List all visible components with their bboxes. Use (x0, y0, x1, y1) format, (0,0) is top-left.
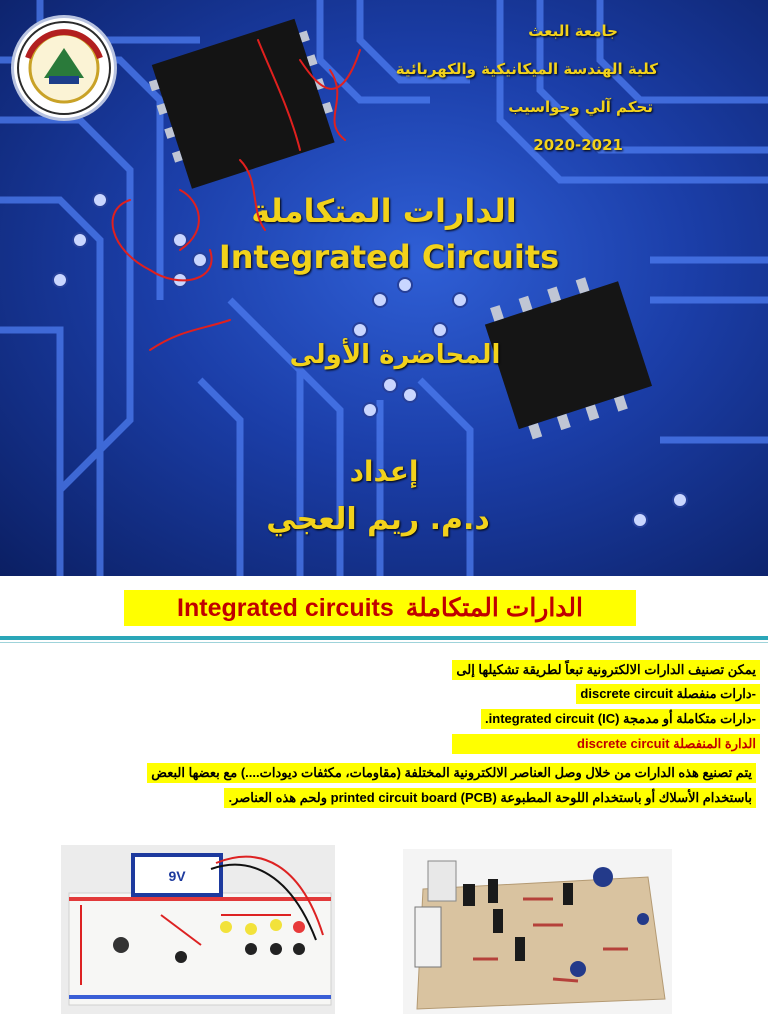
university-seal-icon (14, 18, 114, 118)
title-divider-shadow (0, 642, 768, 643)
academic-year: 2020-2021 (533, 136, 623, 154)
faculty-name: كلية الهندسة الميكانيكية والكهربائية (395, 60, 658, 78)
soldered-board-photo (403, 849, 672, 1014)
author-name: د.م. ريم العجي (266, 502, 490, 537)
lecture-label: المحاضرة الأولى (289, 340, 501, 370)
text-line-classification: يمكن تصنيف الدارات الالكترونية تبعاً لطريقة تشكيلها إلى (452, 660, 760, 680)
university-name: جامعة البعث (528, 22, 618, 40)
text-line-manufacture: يتم تصنيع هذه الدارات من خلال وصل العناصر الالكترونية المختلفة (مقاومات، مكثفات ديودات....) مع بعضها البعض (147, 763, 756, 783)
text-line-integrated: -دارات متكاملة أو مدمجة integrated circuit (IC). (481, 709, 760, 729)
cover-title-arabic: الدارات المتكاملة (251, 192, 517, 230)
prepared-by-label: إعداد (349, 455, 419, 488)
breadboard-circuit-photo (61, 845, 335, 1014)
cover-title-english: Integrated Circuits (218, 238, 560, 276)
slide-title-english: Integrated circuits (177, 593, 394, 622)
text-line-discrete: -دارات منفصلة discrete circuit (576, 684, 760, 704)
text-line-pcb: باستخدام الأسلاك أو باستخدام اللوحة المطبوعة printed circuit board (PCB) ولحم هذه العناصر. (224, 788, 756, 808)
slide-title (124, 590, 636, 626)
university-logo (14, 18, 114, 118)
title-divider (0, 636, 768, 640)
svg-text:9V: 9V (168, 868, 186, 884)
content-slide (0, 576, 768, 1024)
slide-title-arabic: الدارات المتكاملة (405, 594, 583, 622)
department-name: تحكم آلي وحواسيب (508, 98, 653, 116)
section-heading-discrete: الدارة المنفصلة discrete circuit (452, 734, 760, 754)
